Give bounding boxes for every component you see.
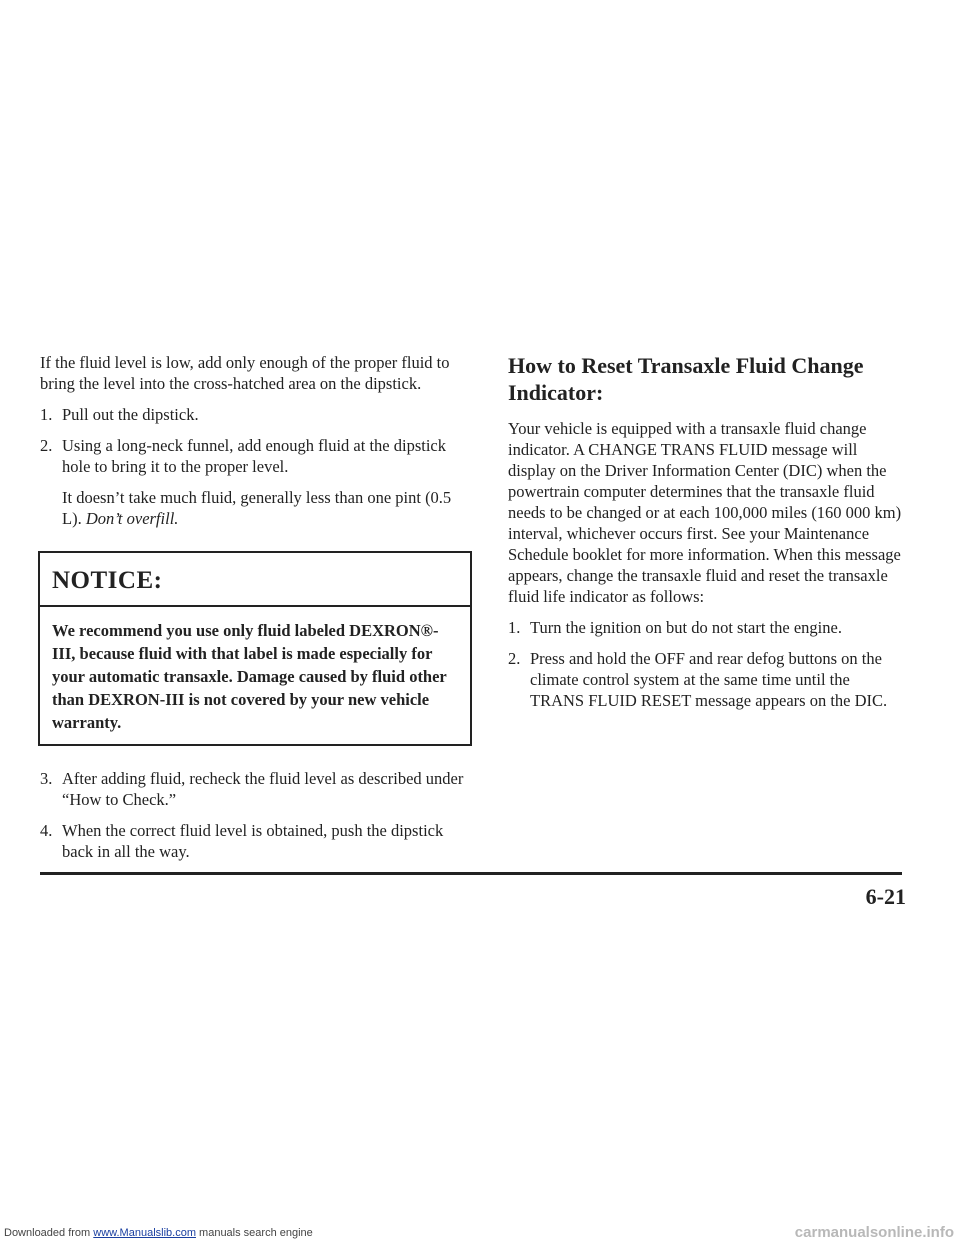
step-text: Using a long-neck funnel, add enough fluid at the dipstick hole to bring it to the proper level.	[62, 436, 446, 476]
download-suffix: manuals search engine	[195, 1227, 313, 1239]
download-prefix: Downloaded from	[4, 1227, 94, 1239]
section-heading: How to Reset Transaxle Fluid Change Indicator:	[508, 353, 864, 405]
step-text: Pull out the dipstick.	[62, 405, 199, 424]
step-4	[40, 820, 470, 862]
step-text: After adding fluid, recheck the fluid level as described under “How to Check.”	[62, 769, 464, 809]
step-number: 2.	[40, 436, 53, 455]
step-number: 3.	[40, 769, 53, 788]
step-number: 4.	[40, 821, 53, 840]
page-number: 6-21	[865, 884, 906, 909]
watermark: carmanualsonline.info	[794, 1224, 954, 1241]
section-paragraph: Your vehicle is equipped with a transaxle fluid change indicator. A CHANGE TRANS FLUID message will display on the Driver Information Center (DIC) when the powertrain computer determines that the transaxle fluid needs to be changed or at each 100,000 miles (160 000 km) interval, whichever occurs first. See your Maintenance Schedule booklet for more information. When this message appears, change the transaxle fluid and reset the transaxle fluid life indicator as follows:	[508, 419, 902, 606]
intro-paragraph: If the fluid level is low, add only enough of the proper fluid to bring the level into the cross-hatched area on the dipstick.	[40, 353, 450, 393]
notice-heading: NOTICE:	[40, 553, 470, 607]
step-number: 1.	[508, 618, 521, 637]
step-2	[40, 435, 470, 477]
left-column	[40, 352, 470, 872]
download-banner	[4, 1227, 313, 1240]
step-2-note	[40, 487, 470, 529]
step-text: Press and hold the OFF and rear defog buttons on the climate control system at the same time until the TRANS FLUID RESET message appears on the DIC.	[530, 649, 888, 710]
step-number: 1.	[40, 405, 53, 424]
step-number: 2.	[508, 649, 521, 668]
notice-box	[38, 551, 472, 746]
reset-step-1	[508, 617, 903, 638]
note-emphasis: Don’t overfill.	[85, 509, 179, 528]
reset-step-2	[508, 648, 903, 711]
manualslib-link[interactable]: www.Manualslib.com	[93, 1227, 196, 1239]
notice-body: We recommend you use only fluid labeled DEXRON®-III, because fluid with that label is made especially for your automatic transaxle. Damage caused by fluid other than DEXRON-III is not covered by your new vehicle warranty.	[52, 621, 447, 732]
step-1	[40, 404, 470, 425]
step-text: Turn the ignition on but do not start the engine.	[530, 618, 842, 637]
footer-rule	[40, 872, 902, 875]
right-column	[508, 352, 903, 721]
step-text: When the correct fluid level is obtained, push the dipstick back in all the way.	[62, 821, 444, 861]
note-text: It doesn’t take much fluid, generally less than one pint (0.5 L).	[62, 488, 452, 528]
step-3	[40, 768, 470, 810]
